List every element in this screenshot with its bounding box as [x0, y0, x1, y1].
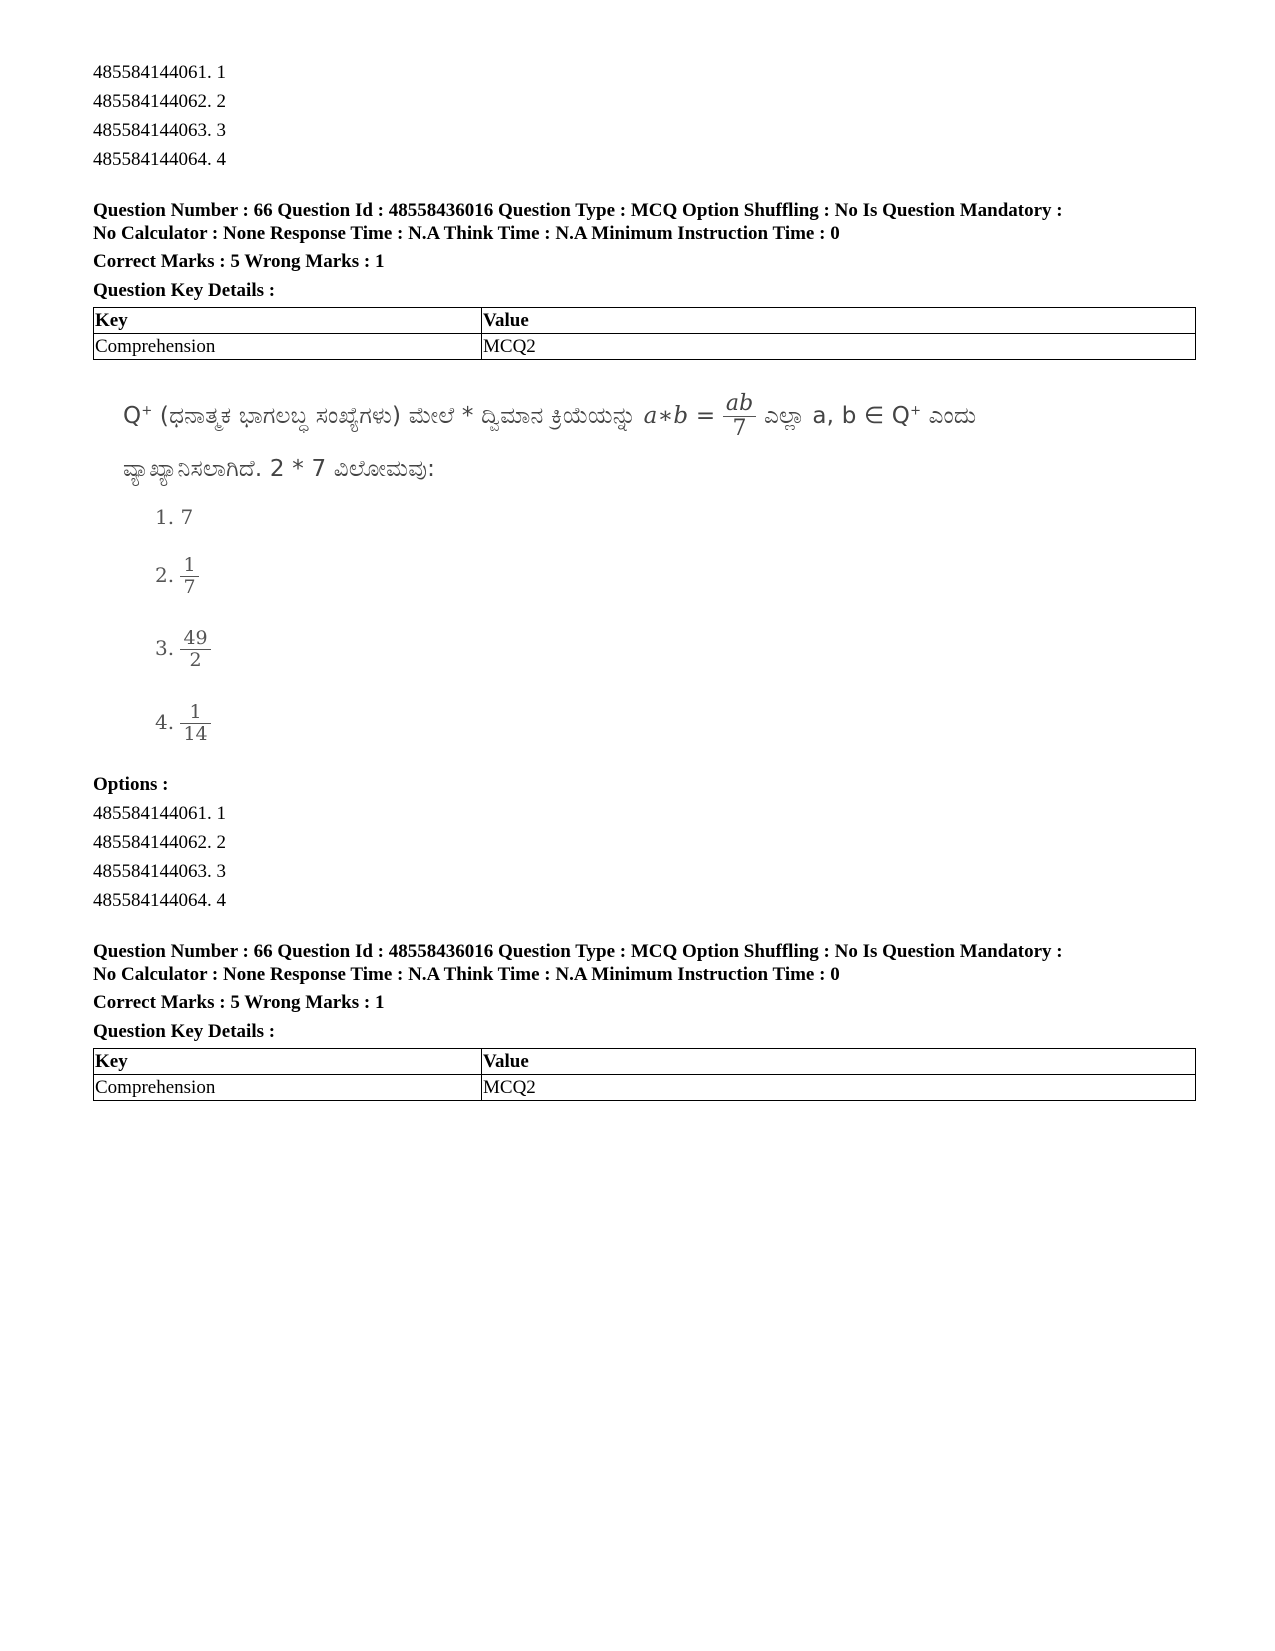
q-superscript: +	[910, 403, 922, 419]
document-page	[93, 58, 1195, 1101]
option-line: 485584144062. 2	[93, 91, 226, 112]
question-meta-line: Question Number : 66 Question Id : 48558436016 Question Type : MCQ Option Shuffling : No Is Question Mandatory :	[93, 941, 1063, 962]
marks-line: Correct Marks : 5 Wrong Marks : 1	[93, 992, 385, 1013]
choice-1: 1. 7	[155, 505, 194, 529]
question-tail-text: ಎಂದು	[921, 403, 977, 430]
table-header-key: Key	[94, 1049, 482, 1075]
choice-fraction: $\frac{1}{14}$	[180, 702, 210, 745]
option-line: 485584144064. 4	[93, 890, 226, 911]
choice-fraction: $\frac{49}{2}$	[180, 628, 210, 671]
choice-3: 3. $\frac{49}{2}$	[155, 628, 211, 671]
choice-4: 4. $\frac{1}{14}$	[155, 702, 211, 745]
table-row	[94, 1049, 1196, 1075]
question-header-1	[93, 199, 1195, 360]
option-line: 485584144061. 1	[93, 803, 226, 824]
table-cell-value: MCQ2	[482, 1075, 1196, 1101]
table-row	[94, 334, 1196, 360]
operation-expression: a∗b =	[643, 403, 716, 430]
option-line: 485584144063. 3	[93, 120, 226, 141]
option-line: 485584144061. 1	[93, 62, 226, 83]
question-kannada-text: (ಧನಾತ್ಮಕ ಭಾಗಲಬ್ಧ ಸಂಖ್ಯೆಗಳು) ಮೇಲೆ * ದ್ವಿಮಾನ ಕ್ರಿಯೆಯನ್ನು	[152, 403, 644, 430]
previous-options-list	[93, 58, 1195, 174]
option-line: 485584144062. 2	[93, 832, 226, 853]
table-header-key: Key	[94, 308, 482, 334]
table-row	[94, 1075, 1196, 1101]
choice-2: 2. $\frac{1}{7}$	[155, 555, 199, 598]
table-cell-key: Comprehension	[94, 334, 482, 360]
question-header-2	[93, 940, 1195, 1101]
question-text-line-2: ವ್ಯಾಖ್ಯಾನಿಸಲಾಗಿದೆ. 2 * 7 ವಿಲೋಮವು:	[123, 456, 436, 482]
question-text-line-1	[123, 392, 976, 441]
key-details-label: Question Key Details :	[93, 1021, 276, 1042]
q-symbol: Q	[123, 403, 142, 430]
option-line: 485584144064. 4	[93, 149, 226, 170]
table-row	[94, 308, 1196, 334]
option-line: 485584144063. 3	[93, 861, 226, 882]
options-section	[93, 770, 1195, 915]
question-meta-line: No Calculator : None Response Time : N.A Think Time : N.A Minimum Instruction Time : 0	[93, 223, 840, 244]
table-cell-value: MCQ2	[482, 334, 1196, 360]
question-image	[105, 380, 1165, 760]
choice-fraction: $\frac{1}{7}$	[180, 555, 198, 598]
table-cell-key: Comprehension	[94, 1075, 482, 1101]
marks-line: Correct Marks : 5 Wrong Marks : 1	[93, 251, 385, 272]
question-domain-text: ಎಲ್ಲಾ a, b ∈ Q	[763, 403, 911, 430]
q-superscript: +	[141, 403, 153, 419]
key-details-table	[93, 1048, 1196, 1101]
operation-fraction: $\frac{ab}{7}$	[723, 392, 757, 441]
question-meta-line: Question Number : 66 Question Id : 48558436016 Question Type : MCQ Option Shuffling : No Is Question Mandatory :	[93, 200, 1063, 221]
key-details-table	[93, 307, 1196, 360]
table-header-value: Value	[482, 1049, 1196, 1075]
options-label: Options :	[93, 774, 169, 795]
question-meta-line: No Calculator : None Response Time : N.A Think Time : N.A Minimum Instruction Time : 0	[93, 964, 840, 985]
table-header-value: Value	[482, 308, 1196, 334]
key-details-label: Question Key Details :	[93, 280, 276, 301]
